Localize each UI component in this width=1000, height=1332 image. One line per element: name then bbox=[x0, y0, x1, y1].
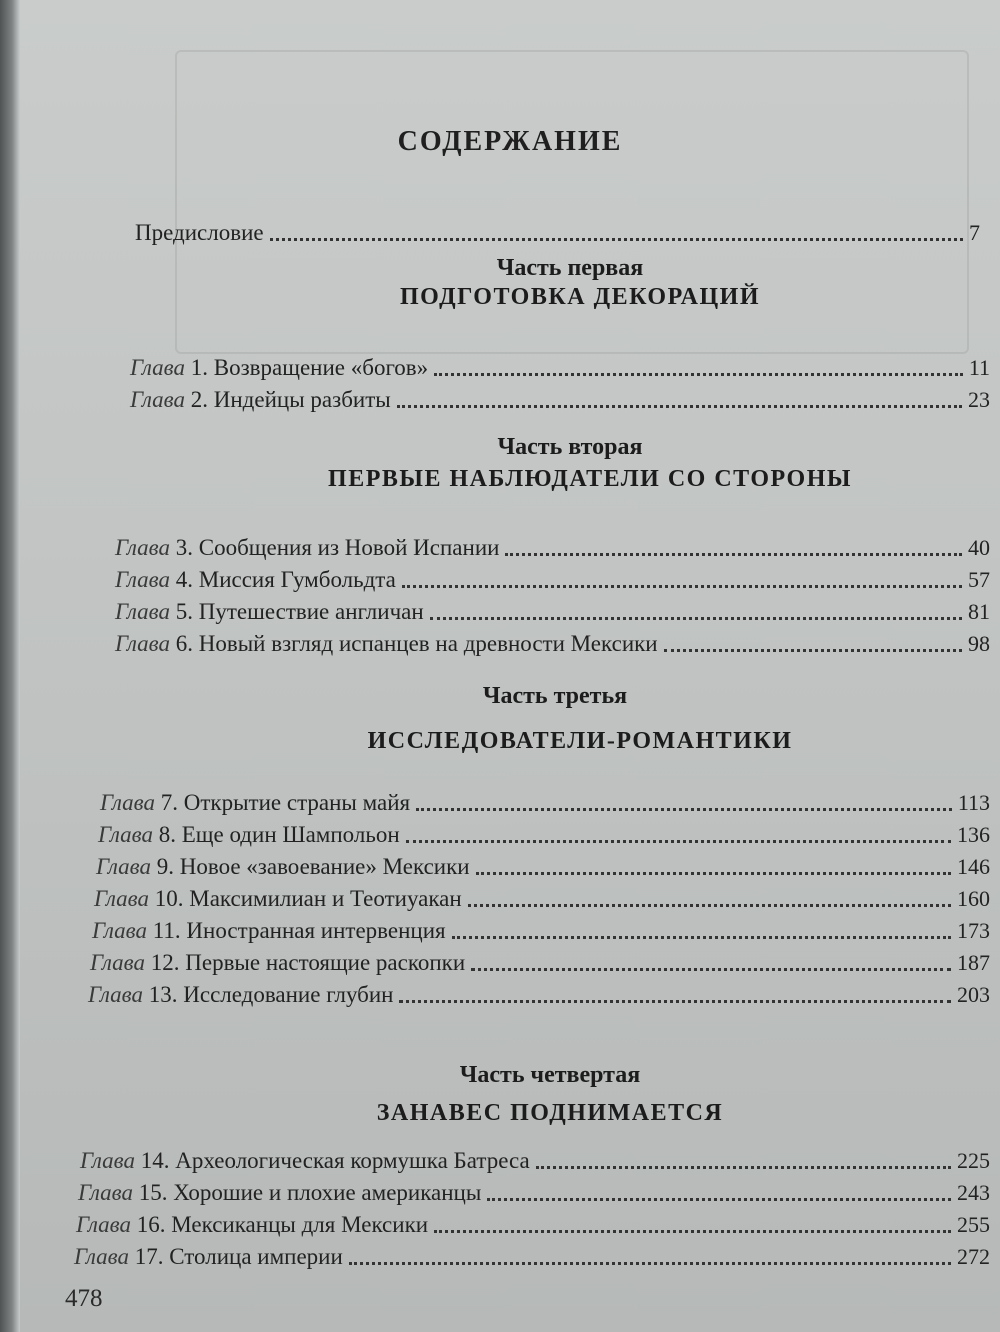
dot-leader bbox=[476, 872, 951, 875]
entry-page: 203 bbox=[957, 982, 990, 1007]
entry-page: 11 bbox=[968, 355, 990, 380]
dot-leader bbox=[471, 968, 951, 971]
part-name: Часть вторая bbox=[497, 434, 643, 460]
dot-leader bbox=[487, 1198, 951, 1201]
toc-entry-chapter bbox=[115, 567, 990, 593]
chapter-word: Глава bbox=[96, 854, 151, 879]
entry-page: 146 bbox=[957, 854, 990, 879]
chapter-number: 14. bbox=[140, 1148, 170, 1173]
chapter-number: 12. bbox=[150, 950, 180, 975]
chapter-title: Исследование глубин bbox=[183, 982, 394, 1007]
chapter-word: Глава bbox=[115, 599, 170, 624]
chapter-number: 9. bbox=[156, 854, 174, 879]
dot-leader bbox=[536, 1166, 951, 1169]
entry-page: 243 bbox=[957, 1180, 990, 1205]
part-title: ЗАНАВЕС ПОДНИМАЕТСЯ bbox=[376, 1100, 724, 1126]
entry-page: 136 bbox=[957, 822, 990, 847]
entry-page: 160 bbox=[957, 886, 990, 911]
toc-entry-chapter bbox=[94, 886, 990, 912]
part-title: ПЕРВЫЕ НАБЛЮДАТЕЛИ СО СТОРОНЫ bbox=[328, 466, 852, 492]
chapter-word: Глава bbox=[74, 1244, 129, 1269]
entry-page: 255 bbox=[957, 1212, 990, 1237]
part-name: Часть первая bbox=[496, 255, 644, 281]
part-name: Часть третья bbox=[482, 683, 628, 709]
chapter-word: Глава bbox=[130, 355, 185, 380]
toc-entry-chapter bbox=[80, 1148, 990, 1174]
chapter-word: Глава bbox=[76, 1212, 131, 1237]
dot-leader bbox=[452, 936, 951, 939]
chapter-title: Сообщения из Новой Испании bbox=[198, 535, 500, 560]
toc-entry-chapter bbox=[92, 918, 990, 944]
entry-page: 98 bbox=[968, 631, 990, 656]
toc-entry-chapter bbox=[98, 822, 990, 848]
entry-label: Предисловие bbox=[135, 220, 264, 245]
chapter-title: Новое «завоевание» Мексики bbox=[179, 854, 470, 879]
chapter-number: 6. bbox=[175, 631, 193, 656]
toc-entry-chapter bbox=[76, 1212, 990, 1238]
toc-entry-chapter bbox=[115, 631, 990, 657]
chapter-number: 1. bbox=[190, 355, 208, 380]
entry-page: 187 bbox=[957, 950, 990, 975]
chapter-number: 17. bbox=[134, 1244, 164, 1269]
chapter-title: Максимилиан и Теотиуакан bbox=[189, 886, 462, 911]
chapter-number: 11. bbox=[152, 918, 181, 943]
dot-leader bbox=[402, 585, 962, 588]
dot-leader bbox=[397, 405, 962, 408]
entry-page: 173 bbox=[957, 918, 990, 943]
dot-leader bbox=[505, 553, 962, 556]
toc-entry-chapter bbox=[100, 790, 990, 816]
entry-page: 40 bbox=[968, 535, 990, 560]
chapter-number: 5. bbox=[175, 599, 193, 624]
chapter-word: Глава bbox=[92, 918, 147, 943]
entry-page: 272 bbox=[957, 1244, 990, 1269]
part-name: Часть четвертая bbox=[459, 1062, 641, 1088]
chapter-number: 3. bbox=[175, 535, 193, 560]
toc-entry-chapter bbox=[88, 982, 990, 1008]
toc-entry-chapter bbox=[78, 1180, 990, 1206]
entry-page: 113 bbox=[957, 790, 990, 815]
chapter-word: Глава bbox=[88, 982, 143, 1007]
chapter-number: 13. bbox=[148, 982, 178, 1007]
chapter-word: Глава bbox=[98, 822, 153, 847]
entry-page: 225 bbox=[957, 1148, 990, 1173]
chapter-word: Глава bbox=[130, 387, 185, 412]
dot-leader bbox=[349, 1262, 951, 1265]
dot-leader bbox=[406, 840, 951, 843]
chapter-title: Столица империи bbox=[169, 1244, 343, 1269]
chapter-title: Миссия Гумбольдта bbox=[198, 567, 396, 592]
chapter-title: Новый взгляд испанцев на древности Мексики bbox=[198, 631, 658, 656]
toc-entry-chapter bbox=[96, 854, 990, 880]
part-title: ПОДГОТОВКА ДЕКОРАЦИЙ bbox=[399, 284, 760, 310]
dot-leader bbox=[270, 238, 963, 241]
toc-entry-chapter bbox=[74, 1244, 990, 1270]
book-page bbox=[20, 0, 1000, 1332]
entry-page: 7 bbox=[969, 220, 980, 245]
chapter-title: Возвращение «богов» bbox=[213, 355, 429, 380]
chapter-word: Глава bbox=[80, 1148, 135, 1173]
chapter-title: Индейцы разбиты bbox=[213, 387, 391, 412]
chapter-word: Глава bbox=[115, 535, 170, 560]
entry-page: 57 bbox=[968, 567, 990, 592]
folio-page-number: 478 bbox=[65, 1285, 103, 1312]
toc-entry-chapter bbox=[130, 387, 990, 413]
book-spine-edge bbox=[0, 0, 20, 1332]
chapter-word: Глава bbox=[115, 567, 170, 592]
dot-leader bbox=[468, 904, 951, 907]
toc-entry-chapter bbox=[90, 950, 990, 976]
toc-entry-chapter bbox=[130, 355, 990, 381]
toc-heading: СОДЕРЖАНИЕ bbox=[397, 126, 623, 157]
entry-page: 23 bbox=[968, 387, 990, 412]
dot-leader bbox=[399, 1000, 951, 1003]
chapter-title: Первые настоящие раскопки bbox=[185, 950, 466, 975]
chapter-number: 8. bbox=[158, 822, 176, 847]
dot-leader bbox=[416, 808, 952, 811]
chapter-title: Хорошие и плохие американцы bbox=[173, 1180, 482, 1205]
chapter-number: 15. bbox=[138, 1180, 168, 1205]
dot-leader bbox=[434, 1230, 951, 1233]
chapter-number: 16. bbox=[136, 1212, 166, 1237]
dot-leader bbox=[664, 649, 962, 652]
chapter-number: 10. bbox=[154, 886, 184, 911]
chapter-title: Мексиканцы для Мексики bbox=[171, 1212, 429, 1237]
dot-leader bbox=[434, 373, 963, 376]
chapter-title: Иностранная интервенция bbox=[186, 918, 446, 943]
chapter-number: 4. bbox=[175, 567, 193, 592]
chapter-word: Глава bbox=[78, 1180, 133, 1205]
dot-leader bbox=[430, 617, 962, 620]
toc-entry-chapter bbox=[115, 535, 990, 561]
chapter-number: 7. bbox=[160, 790, 178, 815]
chapter-title: Еще один Шампольон bbox=[181, 822, 400, 847]
chapter-title: Путешествие англичан bbox=[198, 599, 424, 624]
toc-entry-chapter bbox=[115, 599, 990, 625]
chapter-word: Глава bbox=[90, 950, 145, 975]
chapter-title: Открытие страны майя bbox=[183, 790, 411, 815]
chapter-word: Глава bbox=[115, 631, 170, 656]
toc-entry-preface bbox=[135, 220, 980, 246]
chapter-title: Археологическая кормушка Батреса bbox=[175, 1148, 530, 1173]
part-title: ИССЛЕДОВАТЕЛИ-РОМАНТИКИ bbox=[367, 728, 793, 754]
entry-page: 81 bbox=[968, 599, 990, 624]
chapter-word: Глава bbox=[94, 886, 149, 911]
chapter-word: Глава bbox=[100, 790, 155, 815]
chapter-number: 2. bbox=[190, 387, 208, 412]
